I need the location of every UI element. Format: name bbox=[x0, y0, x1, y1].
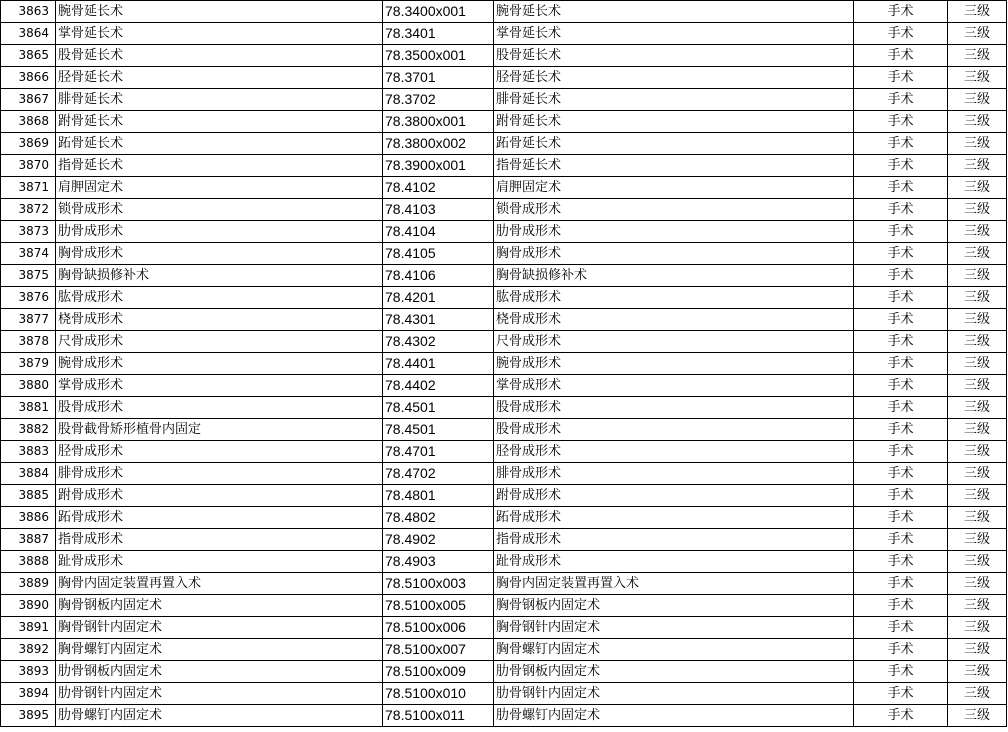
row-number-cell: 3865 bbox=[1, 45, 56, 67]
table-row bbox=[1, 507, 1007, 529]
category-cell: 手术 bbox=[854, 177, 948, 199]
table-row bbox=[1, 595, 1007, 617]
procedure-name-cell: 肋骨成形术 bbox=[56, 221, 383, 243]
level-cell: 三级 bbox=[948, 639, 1007, 661]
procedure-name-cell: 股骨延长术 bbox=[56, 45, 383, 67]
procedure-name-cell: 锁骨成形术 bbox=[56, 199, 383, 221]
procedure-code-cell: 78.3702 bbox=[383, 89, 494, 111]
procedure-name-cell: 跖骨延长术 bbox=[56, 133, 383, 155]
procedure-code-cell: 78.4701 bbox=[383, 441, 494, 463]
category-cell: 手术 bbox=[854, 683, 948, 705]
procedure-code-cell: 78.4301 bbox=[383, 309, 494, 331]
procedure-code-cell: 78.5100x007 bbox=[383, 639, 494, 661]
row-number-cell: 3863 bbox=[1, 1, 56, 23]
row-number-cell: 3892 bbox=[1, 639, 56, 661]
row-number-cell: 3887 bbox=[1, 529, 56, 551]
row-number-cell: 3890 bbox=[1, 595, 56, 617]
procedure-standard-name-cell: 肋骨钢板内固定术 bbox=[494, 661, 854, 683]
procedure-name-cell: 胸骨螺钉内固定术 bbox=[56, 639, 383, 661]
procedure-name-cell: 腓骨延长术 bbox=[56, 89, 383, 111]
procedure-name-cell: 胸骨内固定装置再置入术 bbox=[56, 573, 383, 595]
procedure-code-cell: 78.5100x011 bbox=[383, 705, 494, 727]
procedure-name-cell: 指骨延长术 bbox=[56, 155, 383, 177]
procedure-name-cell: 胸骨缺损修补术 bbox=[56, 265, 383, 287]
procedure-name-cell: 腕骨延长术 bbox=[56, 1, 383, 23]
row-number-cell: 3891 bbox=[1, 617, 56, 639]
category-cell: 手术 bbox=[854, 661, 948, 683]
level-cell: 三级 bbox=[948, 551, 1007, 573]
table-row bbox=[1, 661, 1007, 683]
level-cell: 三级 bbox=[948, 441, 1007, 463]
procedure-name-cell: 掌骨延长术 bbox=[56, 23, 383, 45]
procedure-code-cell: 78.3500x001 bbox=[383, 45, 494, 67]
procedure-standard-name-cell: 腕骨成形术 bbox=[494, 353, 854, 375]
row-number-cell: 3885 bbox=[1, 485, 56, 507]
category-cell: 手术 bbox=[854, 705, 948, 727]
row-number-cell: 3878 bbox=[1, 331, 56, 353]
table-row bbox=[1, 353, 1007, 375]
procedure-name-cell: 胸骨钢板内固定术 bbox=[56, 595, 383, 617]
level-cell: 三级 bbox=[948, 507, 1007, 529]
procedure-code-cell: 78.3400x001 bbox=[383, 1, 494, 23]
procedure-code-cell: 78.5100x005 bbox=[383, 595, 494, 617]
level-cell: 三级 bbox=[948, 45, 1007, 67]
row-number-cell: 3873 bbox=[1, 221, 56, 243]
level-cell: 三级 bbox=[948, 595, 1007, 617]
procedure-standard-name-cell: 指骨延长术 bbox=[494, 155, 854, 177]
procedure-name-cell: 腕骨成形术 bbox=[56, 353, 383, 375]
procedure-name-cell: 桡骨成形术 bbox=[56, 309, 383, 331]
level-cell: 三级 bbox=[948, 221, 1007, 243]
procedure-standard-name-cell: 腕骨延长术 bbox=[494, 1, 854, 23]
category-cell: 手术 bbox=[854, 111, 948, 133]
table-row bbox=[1, 89, 1007, 111]
procedure-name-cell: 胫骨延长术 bbox=[56, 67, 383, 89]
row-number-cell: 3882 bbox=[1, 419, 56, 441]
procedure-standard-name-cell: 胫骨延长术 bbox=[494, 67, 854, 89]
level-cell: 三级 bbox=[948, 529, 1007, 551]
procedure-code-cell: 78.4105 bbox=[383, 243, 494, 265]
procedure-standard-name-cell: 桡骨成形术 bbox=[494, 309, 854, 331]
table-row bbox=[1, 23, 1007, 45]
table-row bbox=[1, 287, 1007, 309]
procedure-code-cell: 78.4104 bbox=[383, 221, 494, 243]
level-cell: 三级 bbox=[948, 661, 1007, 683]
procedure-table-body bbox=[1, 1, 1007, 727]
category-cell: 手术 bbox=[854, 529, 948, 551]
procedure-name-cell: 腓骨成形术 bbox=[56, 463, 383, 485]
row-number-cell: 3894 bbox=[1, 683, 56, 705]
row-number-cell: 3895 bbox=[1, 705, 56, 727]
table-row bbox=[1, 441, 1007, 463]
row-number-cell: 3884 bbox=[1, 463, 56, 485]
procedure-name-cell: 肋骨钢针内固定术 bbox=[56, 683, 383, 705]
procedure-standard-name-cell: 尺骨成形术 bbox=[494, 331, 854, 353]
procedure-standard-name-cell: 股骨成形术 bbox=[494, 419, 854, 441]
category-cell: 手术 bbox=[854, 221, 948, 243]
procedure-standard-name-cell: 指骨成形术 bbox=[494, 529, 854, 551]
procedure-code-cell: 78.5100x006 bbox=[383, 617, 494, 639]
procedure-code-cell: 78.4103 bbox=[383, 199, 494, 221]
level-cell: 三级 bbox=[948, 375, 1007, 397]
table-row bbox=[1, 617, 1007, 639]
row-number-cell: 3868 bbox=[1, 111, 56, 133]
level-cell: 三级 bbox=[948, 243, 1007, 265]
procedure-code-cell: 78.4702 bbox=[383, 463, 494, 485]
procedure-name-cell: 肋骨螺钉内固定术 bbox=[56, 705, 383, 727]
row-number-cell: 3880 bbox=[1, 375, 56, 397]
procedure-standard-name-cell: 腓骨成形术 bbox=[494, 463, 854, 485]
procedure-code-cell: 78.4801 bbox=[383, 485, 494, 507]
table-row bbox=[1, 177, 1007, 199]
row-number-cell: 3867 bbox=[1, 89, 56, 111]
table-row bbox=[1, 309, 1007, 331]
procedure-standard-name-cell: 肱骨成形术 bbox=[494, 287, 854, 309]
procedure-standard-name-cell: 锁骨成形术 bbox=[494, 199, 854, 221]
level-cell: 三级 bbox=[948, 89, 1007, 111]
procedure-standard-name-cell: 跗骨成形术 bbox=[494, 485, 854, 507]
level-cell: 三级 bbox=[948, 573, 1007, 595]
procedure-code-cell: 78.5100x003 bbox=[383, 573, 494, 595]
level-cell: 三级 bbox=[948, 309, 1007, 331]
row-number-cell: 3866 bbox=[1, 67, 56, 89]
table-row bbox=[1, 199, 1007, 221]
row-number-cell: 3888 bbox=[1, 551, 56, 573]
category-cell: 手术 bbox=[854, 23, 948, 45]
procedure-code-cell: 78.3401 bbox=[383, 23, 494, 45]
category-cell: 手术 bbox=[854, 573, 948, 595]
row-number-cell: 3889 bbox=[1, 573, 56, 595]
procedure-name-cell: 股骨成形术 bbox=[56, 397, 383, 419]
table-row bbox=[1, 331, 1007, 353]
level-cell: 三级 bbox=[948, 199, 1007, 221]
row-number-cell: 3883 bbox=[1, 441, 56, 463]
table-row bbox=[1, 573, 1007, 595]
level-cell: 三级 bbox=[948, 705, 1007, 727]
row-number-cell: 3893 bbox=[1, 661, 56, 683]
table-row bbox=[1, 221, 1007, 243]
row-number-cell: 3869 bbox=[1, 133, 56, 155]
level-cell: 三级 bbox=[948, 287, 1007, 309]
category-cell: 手术 bbox=[854, 595, 948, 617]
row-number-cell: 3877 bbox=[1, 309, 56, 331]
category-cell: 手术 bbox=[854, 375, 948, 397]
category-cell: 手术 bbox=[854, 89, 948, 111]
table-row bbox=[1, 265, 1007, 287]
procedure-code-cell: 78.4501 bbox=[383, 397, 494, 419]
procedure-code-cell: 78.3900x001 bbox=[383, 155, 494, 177]
procedure-name-cell: 肩胛固定术 bbox=[56, 177, 383, 199]
row-number-cell: 3872 bbox=[1, 199, 56, 221]
level-cell: 三级 bbox=[948, 133, 1007, 155]
procedure-code-cell: 78.4201 bbox=[383, 287, 494, 309]
procedure-code-cell: 78.5100x010 bbox=[383, 683, 494, 705]
table-row bbox=[1, 133, 1007, 155]
procedure-name-cell: 跗骨成形术 bbox=[56, 485, 383, 507]
category-cell: 手术 bbox=[854, 353, 948, 375]
level-cell: 三级 bbox=[948, 67, 1007, 89]
level-cell: 三级 bbox=[948, 177, 1007, 199]
procedure-name-cell: 掌骨成形术 bbox=[56, 375, 383, 397]
level-cell: 三级 bbox=[948, 353, 1007, 375]
table-row bbox=[1, 111, 1007, 133]
procedure-standard-name-cell: 股骨延长术 bbox=[494, 45, 854, 67]
procedure-standard-name-cell: 胸骨缺损修补术 bbox=[494, 265, 854, 287]
procedure-standard-name-cell: 胸骨螺钉内固定术 bbox=[494, 639, 854, 661]
category-cell: 手术 bbox=[854, 441, 948, 463]
procedure-code-cell: 78.4802 bbox=[383, 507, 494, 529]
table-row bbox=[1, 683, 1007, 705]
table-row bbox=[1, 45, 1007, 67]
category-cell: 手术 bbox=[854, 309, 948, 331]
table-row bbox=[1, 529, 1007, 551]
category-cell: 手术 bbox=[854, 397, 948, 419]
procedure-standard-name-cell: 掌骨延长术 bbox=[494, 23, 854, 45]
row-number-cell: 3874 bbox=[1, 243, 56, 265]
procedure-code-cell: 78.4402 bbox=[383, 375, 494, 397]
category-cell: 手术 bbox=[854, 485, 948, 507]
category-cell: 手术 bbox=[854, 617, 948, 639]
category-cell: 手术 bbox=[854, 419, 948, 441]
table-row bbox=[1, 419, 1007, 441]
table-row bbox=[1, 155, 1007, 177]
procedure-standard-name-cell: 胸骨钢针内固定术 bbox=[494, 617, 854, 639]
procedure-name-cell: 肱骨成形术 bbox=[56, 287, 383, 309]
category-cell: 手术 bbox=[854, 45, 948, 67]
level-cell: 三级 bbox=[948, 617, 1007, 639]
procedure-code-cell: 78.4302 bbox=[383, 331, 494, 353]
table-row bbox=[1, 551, 1007, 573]
table-row bbox=[1, 397, 1007, 419]
procedure-standard-name-cell: 胫骨成形术 bbox=[494, 441, 854, 463]
procedure-name-cell: 趾骨成形术 bbox=[56, 551, 383, 573]
procedure-standard-name-cell: 腓骨延长术 bbox=[494, 89, 854, 111]
row-number-cell: 3864 bbox=[1, 23, 56, 45]
row-number-cell: 3886 bbox=[1, 507, 56, 529]
category-cell: 手术 bbox=[854, 507, 948, 529]
level-cell: 三级 bbox=[948, 265, 1007, 287]
procedure-standard-name-cell: 趾骨成形术 bbox=[494, 551, 854, 573]
procedure-name-cell: 尺骨成形术 bbox=[56, 331, 383, 353]
table-row bbox=[1, 1, 1007, 23]
procedure-code-cell: 78.4903 bbox=[383, 551, 494, 573]
procedure-code-cell: 78.3800x001 bbox=[383, 111, 494, 133]
category-cell: 手术 bbox=[854, 67, 948, 89]
procedure-standard-name-cell: 肩胛固定术 bbox=[494, 177, 854, 199]
level-cell: 三级 bbox=[948, 463, 1007, 485]
procedure-standard-name-cell: 肋骨成形术 bbox=[494, 221, 854, 243]
table-row bbox=[1, 375, 1007, 397]
table-row bbox=[1, 243, 1007, 265]
procedure-standard-name-cell: 胸骨成形术 bbox=[494, 243, 854, 265]
procedure-name-cell: 股骨截骨矫形植骨内固定 bbox=[56, 419, 383, 441]
table-row bbox=[1, 67, 1007, 89]
category-cell: 手术 bbox=[854, 551, 948, 573]
procedure-standard-name-cell: 胸骨内固定装置再置入术 bbox=[494, 573, 854, 595]
level-cell: 三级 bbox=[948, 111, 1007, 133]
procedure-standard-name-cell: 胸骨钢板内固定术 bbox=[494, 595, 854, 617]
procedure-name-cell: 指骨成形术 bbox=[56, 529, 383, 551]
category-cell: 手术 bbox=[854, 463, 948, 485]
procedure-name-cell: 肋骨钢板内固定术 bbox=[56, 661, 383, 683]
procedure-code-cell: 78.4401 bbox=[383, 353, 494, 375]
row-number-cell: 3881 bbox=[1, 397, 56, 419]
procedure-name-cell: 胫骨成形术 bbox=[56, 441, 383, 463]
level-cell: 三级 bbox=[948, 683, 1007, 705]
row-number-cell: 3871 bbox=[1, 177, 56, 199]
procedure-standard-name-cell: 股骨成形术 bbox=[494, 397, 854, 419]
row-number-cell: 3870 bbox=[1, 155, 56, 177]
procedure-name-cell: 跖骨成形术 bbox=[56, 507, 383, 529]
procedure-standard-name-cell: 跖骨延长术 bbox=[494, 133, 854, 155]
category-cell: 手术 bbox=[854, 1, 948, 23]
category-cell: 手术 bbox=[854, 243, 948, 265]
category-cell: 手术 bbox=[854, 133, 948, 155]
procedure-code-cell: 78.4501 bbox=[383, 419, 494, 441]
procedure-code-cell: 78.5100x009 bbox=[383, 661, 494, 683]
level-cell: 三级 bbox=[948, 331, 1007, 353]
level-cell: 三级 bbox=[948, 23, 1007, 45]
table-row bbox=[1, 639, 1007, 661]
level-cell: 三级 bbox=[948, 397, 1007, 419]
row-number-cell: 3879 bbox=[1, 353, 56, 375]
level-cell: 三级 bbox=[948, 485, 1007, 507]
category-cell: 手术 bbox=[854, 199, 948, 221]
procedure-code-cell: 78.4106 bbox=[383, 265, 494, 287]
procedure-name-cell: 胸骨成形术 bbox=[56, 243, 383, 265]
procedure-code-cell: 78.3701 bbox=[383, 67, 494, 89]
table-row bbox=[1, 463, 1007, 485]
procedure-standard-name-cell: 肋骨螺钉内固定术 bbox=[494, 705, 854, 727]
category-cell: 手术 bbox=[854, 331, 948, 353]
procedure-standard-name-cell: 掌骨成形术 bbox=[494, 375, 854, 397]
category-cell: 手术 bbox=[854, 639, 948, 661]
table-row bbox=[1, 705, 1007, 727]
procedure-name-cell: 跗骨延长术 bbox=[56, 111, 383, 133]
procedure-code-cell: 78.4102 bbox=[383, 177, 494, 199]
procedure-name-cell: 胸骨钢针内固定术 bbox=[56, 617, 383, 639]
row-number-cell: 3875 bbox=[1, 265, 56, 287]
procedure-code-cell: 78.3800x002 bbox=[383, 133, 494, 155]
level-cell: 三级 bbox=[948, 419, 1007, 441]
category-cell: 手术 bbox=[854, 287, 948, 309]
table-row bbox=[1, 485, 1007, 507]
procedure-standard-name-cell: 跖骨成形术 bbox=[494, 507, 854, 529]
row-number-cell: 3876 bbox=[1, 287, 56, 309]
category-cell: 手术 bbox=[854, 265, 948, 287]
procedure-standard-name-cell: 肋骨钢针内固定术 bbox=[494, 683, 854, 705]
level-cell: 三级 bbox=[948, 1, 1007, 23]
procedure-standard-name-cell: 跗骨延长术 bbox=[494, 111, 854, 133]
procedure-code-cell: 78.4902 bbox=[383, 529, 494, 551]
level-cell: 三级 bbox=[948, 155, 1007, 177]
category-cell: 手术 bbox=[854, 155, 948, 177]
